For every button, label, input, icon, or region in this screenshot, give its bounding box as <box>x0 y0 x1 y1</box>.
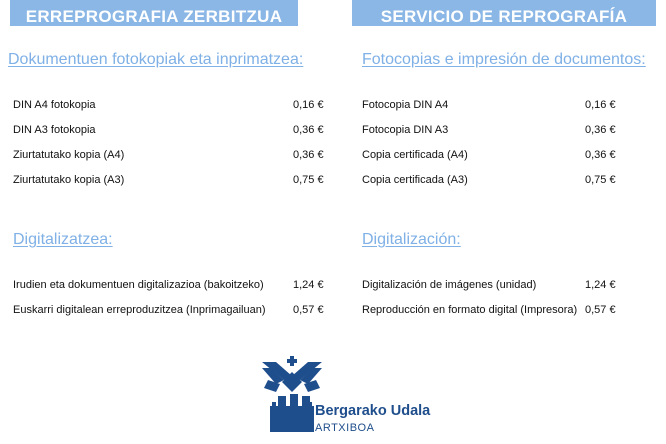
price-item-label: Reproducción en formato digital (Impresora) <box>362 304 578 316</box>
price-item-value: 0,57 € <box>585 304 616 316</box>
logo-subtitle: ARTXIBOA <box>315 422 375 434</box>
price-item-value: 0,57 € <box>293 304 324 316</box>
price-item-label: Fotocopia DIN A3 <box>362 124 449 136</box>
price-item-value: 0,36 € <box>293 124 324 136</box>
price-item-label: Fotocopia DIN A4 <box>362 99 449 111</box>
section-title-photocopies-eu: Dokumentuen fotokopiak eta inprimatzea: <box>8 51 304 68</box>
price-item-label: Irudien eta dokumentuen digitalizazioa (bakoitzeko) <box>13 279 264 291</box>
price-item-label: Copia certificada (A3) <box>362 174 468 186</box>
section-title-digitalization-es: Digitalización: <box>362 231 461 248</box>
price-item-label: Copia certificada (A4) <box>362 149 468 161</box>
banner-spanish-text: SERVICIO DE REPROGRAFÍA <box>380 7 628 26</box>
price-item-value: 0,36 € <box>585 149 616 161</box>
price-item-label: Ziurtatutako kopia (A4) <box>13 149 125 161</box>
banner-spanish <box>352 0 656 26</box>
price-item-value: 0,16 € <box>585 99 616 111</box>
price-item-value: 0,16 € <box>293 99 324 111</box>
price-item-value: 0,75 € <box>585 174 616 186</box>
price-item-label: DIN A4 fotokopia <box>13 99 96 111</box>
banner-basque <box>10 0 298 26</box>
section-title-digitalization-eu: Digitalizatzea: <box>13 231 113 248</box>
logo-name: Bergarako Udala <box>315 403 431 419</box>
banner-basque-text: ERREPROGRAFIA ZERBITZUA <box>25 7 283 26</box>
price-item-value: 1,24 € <box>585 279 616 291</box>
price-item-label: Euskarri digitalean erreproduzitzea (Inprimagailuan) <box>13 304 266 316</box>
price-item-value: 0,36 € <box>293 149 324 161</box>
price-item-value: 0,75 € <box>293 174 324 186</box>
price-item-label: DIN A3 fotokopia <box>13 124 96 136</box>
section-title-photocopies-es: Fotocopias e impresión de documentos: <box>362 51 646 68</box>
price-item-label: Ziurtatutako kopia (A3) <box>13 174 125 186</box>
price-item-label: Digitalización de imágenes (unidad) <box>362 279 537 291</box>
price-item-value: 1,24 € <box>293 279 324 291</box>
price-item-value: 0,36 € <box>585 124 616 136</box>
